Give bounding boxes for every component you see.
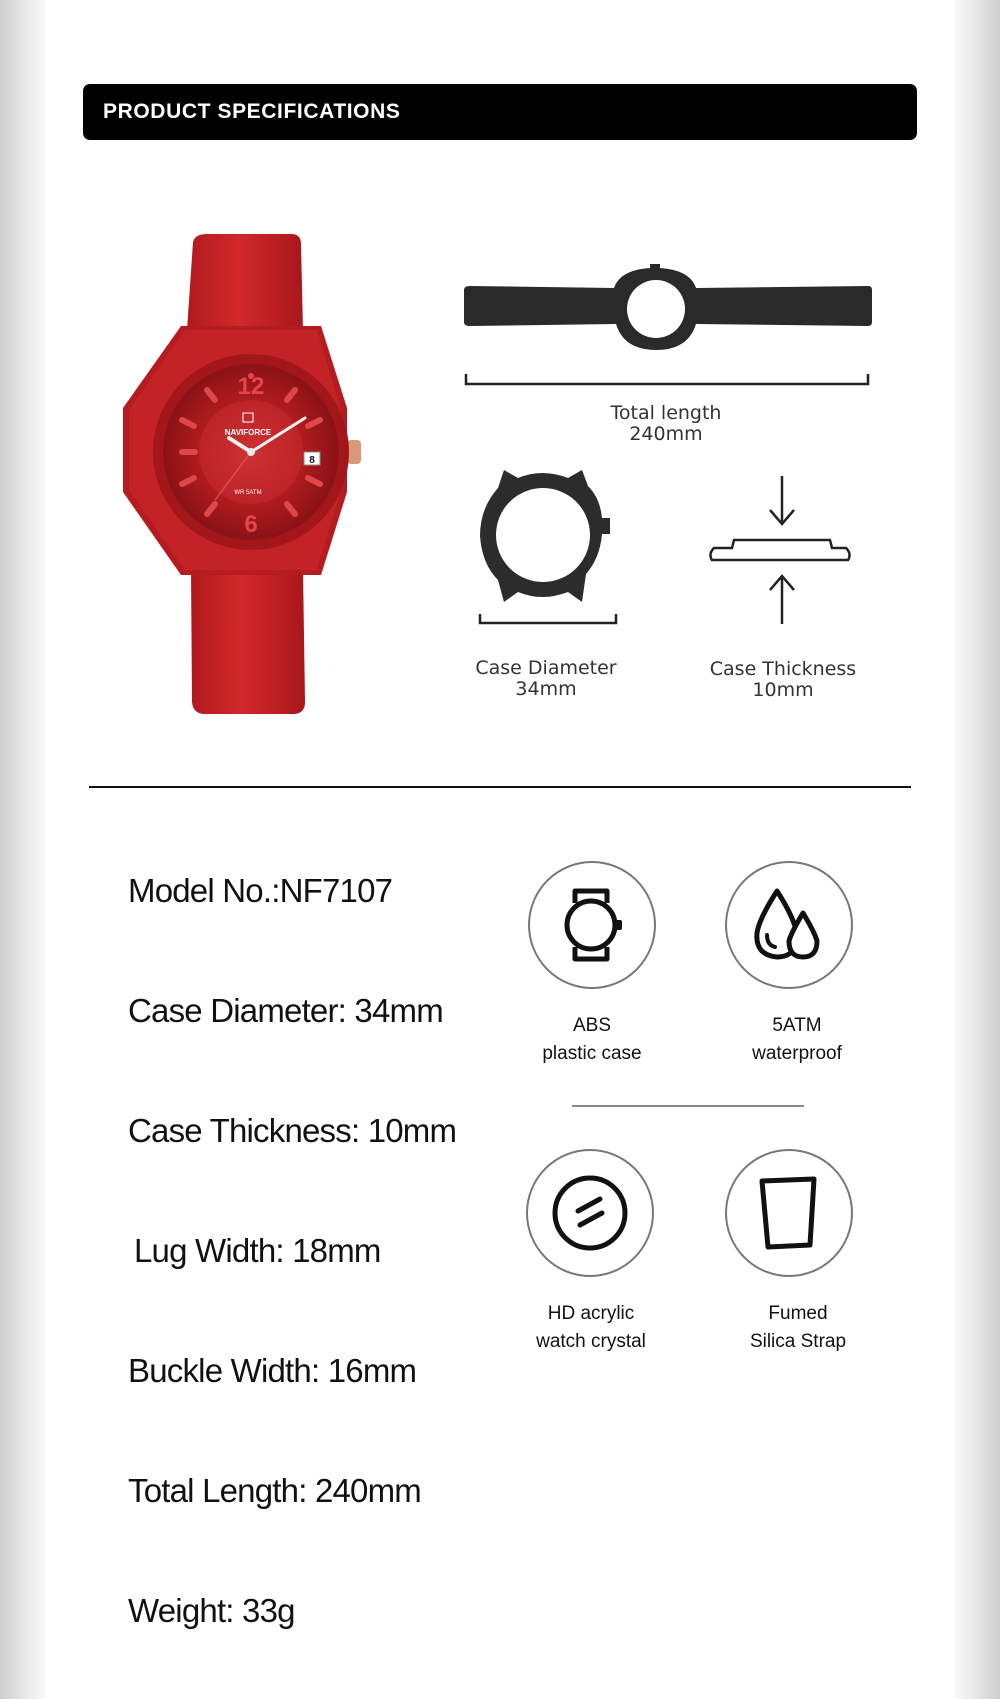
feature-strap — [725, 1149, 853, 1277]
spec-case-thickness: Case Thickness: 10mm — [128, 1112, 457, 1149]
dial-numeral-12: 12 — [237, 373, 265, 400]
feature-waterproof-label: 5ATM waterproof — [752, 1015, 842, 1064]
section-divider — [89, 786, 911, 788]
water-drops-icon — [749, 885, 829, 965]
header-bar — [83, 84, 917, 140]
spec-lug-width: Lug Width: 18mm — [134, 1232, 381, 1269]
case-side-profile — [710, 540, 849, 560]
cup-icon — [754, 1173, 824, 1253]
spec-model-number: Model No.:NF7107 — [128, 872, 393, 909]
feature-divider — [572, 1105, 804, 1107]
case-thickness-diagram — [708, 472, 858, 632]
total-length-diagram — [462, 262, 874, 388]
case-diameter-label: Case Diameter 34mm — [475, 657, 617, 700]
case-diameter-diagram — [476, 462, 622, 626]
header-title: PRODUCT SPECIFICATIONS — [103, 100, 401, 123]
total-length-bracket — [466, 374, 868, 384]
feature-waterproof — [725, 861, 853, 989]
strap-top — [187, 234, 303, 330]
diameter-bracket — [480, 614, 616, 623]
dial-brand: NAVIFORCE — [224, 428, 272, 437]
product-watch-image — [115, 230, 395, 720]
feature-crystal — [526, 1149, 654, 1277]
dial-text: WR 5ATM — [234, 490, 262, 496]
dial-numeral-6: 6 — [244, 511, 258, 538]
feature-abs-case — [528, 861, 656, 989]
feature-crystal-label: HD acrylic watch crystal — [536, 1303, 646, 1352]
spec-buckle-width: Buckle Width: 16mm — [128, 1352, 417, 1389]
spec-weight: Weight: 33g — [128, 1592, 295, 1629]
watch-case-icon — [557, 885, 627, 965]
case-thickness-label: Case Thickness 10mm — [709, 658, 857, 701]
spec-total-length: Total Length: 240mm — [128, 1472, 421, 1509]
feature-strap-label: Fumed Silica Strap — [749, 1303, 847, 1352]
watch-crown — [347, 440, 361, 464]
feature-abs-label: ABS plastic case — [542, 1015, 642, 1064]
date-value: 8 — [309, 455, 315, 466]
spec-case-diameter: Case Diameter: 34mm — [128, 992, 443, 1029]
crystal-icon — [550, 1173, 630, 1253]
strap-bottom — [191, 570, 305, 714]
total-length-label: Total length 240mm — [610, 402, 722, 445]
